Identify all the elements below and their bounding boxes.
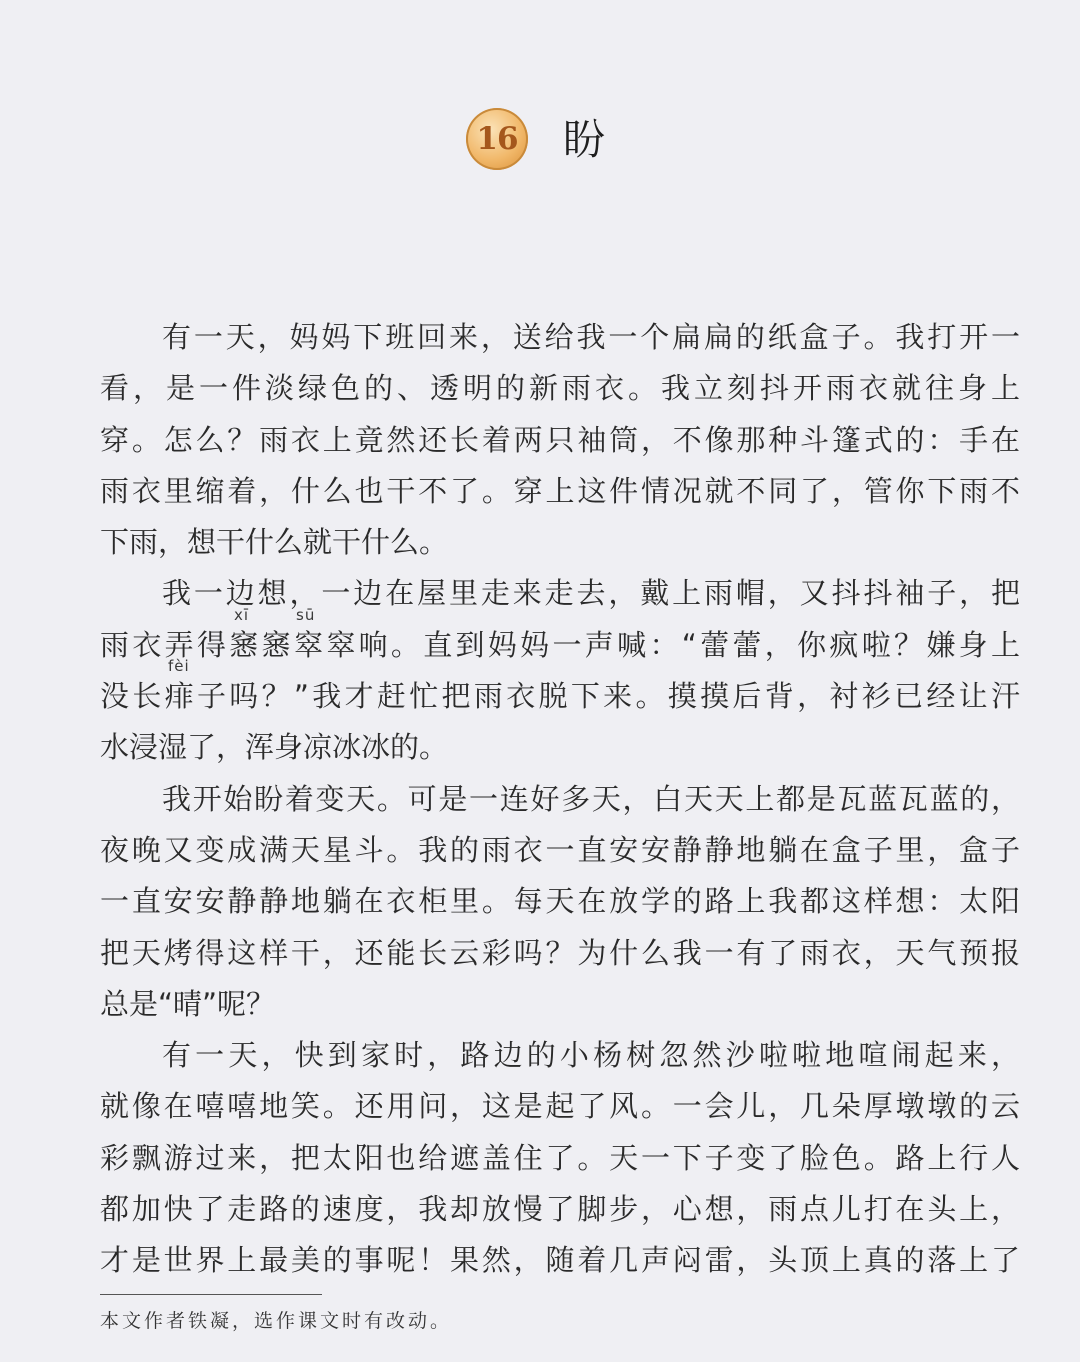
text-line: 没长痱子吗？”我才赶忙把雨衣脱下来。摸摸后背，衬衫已经让汗	[100, 679, 1020, 714]
pinyin-xi: xī	[234, 605, 250, 624]
lesson-number: 16	[476, 121, 518, 157]
text-line: 夜晚又变成满天星斗。我的雨衣一直安安静静地躺在盒子里，盒子	[100, 832, 1020, 867]
text-line: 都加快了走路的速度，我却放慢了脚步，心想，雨点儿打在头上，	[100, 1192, 1020, 1227]
footnote-divider	[100, 1294, 322, 1295]
text-line: 才是世界上最美的事呢！果然，随着几声闷雷，头顶上真的落上了	[100, 1243, 1020, 1278]
text-line: 穿。怎么？雨衣上竟然还长着两只袖筒，不像那种斗篷式的：手在	[100, 422, 1020, 457]
text-line: 水浸湿了，浑身凉冰冰的。	[100, 730, 449, 765]
text-line: 总是“晴”呢？	[100, 986, 276, 1021]
text-line: 雨衣里缩着，什么也干不了。穿上这件情况就不同了，管你下雨不	[100, 473, 1020, 508]
text-line: 就像在嘻嘻地笑。还用问，这是起了风。一会儿，几朵厚墩墩的云	[100, 1089, 1020, 1124]
lesson-title: 盼	[563, 115, 606, 164]
text-line: 把天烤得这样干，还能长云彩吗？为什么我一有了雨衣，天气预报	[100, 935, 1020, 970]
text-line: 一直安安静静地躺在衣柜里。每天在放学的路上我都这样想：太阳	[100, 884, 1020, 919]
footnote: 本文作者铁凝，选作课文时有改动。	[100, 1310, 453, 1332]
text-line: 我开始盼着变天。可是一连好多天，白天天上都是瓦蓝瓦蓝的，	[162, 781, 1020, 816]
text-line: 有一天，妈妈下班回来，送给我一个扁扁的纸盒子。我打开一	[162, 320, 1020, 354]
text-line-with-pinyin	[100, 657, 1020, 722]
text-line: 有一天，快到家时，路边的小杨树忽然沙啦啦地喧闹起来，	[162, 1038, 1020, 1073]
text-line: 彩飘游过来，把太阳也给遮盖住了。天一下子变了脸色。路上行人	[100, 1140, 1020, 1175]
text-line: 我一边想，一边在屋里走来走去，戴上雨帽，又抖抖袖子，把	[162, 576, 1020, 611]
text-line: 雨衣弄得窸窸窣窣响。直到妈妈一声喊：“蕾蕾，你疯啦？嫌身上	[100, 627, 1020, 662]
article-body	[100, 312, 1020, 1287]
text-line: 下雨，想干什么就干什么。	[100, 525, 449, 560]
pinyin-fei: fèi	[168, 657, 190, 676]
lesson-number-badge	[466, 108, 528, 170]
pinyin-su: sū	[296, 605, 316, 624]
text-line-with-pinyin	[100, 605, 1020, 671]
text-line: 看，是一件淡绿色的、透明的新雨衣。我立刻抖开雨衣就往身上	[100, 371, 1020, 406]
lesson-header	[0, 108, 1080, 172]
